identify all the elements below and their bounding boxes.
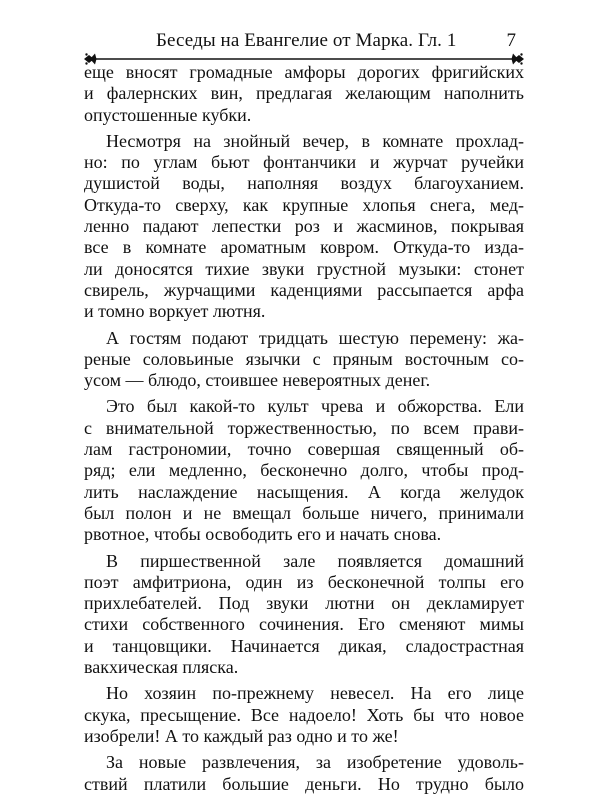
text-line: ленно падают лепестки роз и жасминов, покрывая (84, 216, 524, 237)
body-text (84, 62, 524, 795)
text-line: поэт амфитриона, один из бесконечной толпы его (84, 571, 524, 592)
text-line: Но хозяин по-прежнему невесел. На его лице (106, 683, 524, 704)
paragraph-5 (84, 551, 524, 679)
text-line: вакхическая пляска. (84, 657, 239, 678)
text-line: лам гастрономии, точно совершая священный об- (84, 439, 524, 460)
text-line: все в комнате ароматным ковром. Откуда-то изда- (84, 237, 524, 258)
text-line: еще вносят громадные амфоры дорогих фригийских (84, 62, 524, 82)
paragraph-3 (84, 328, 524, 392)
text-line: и томно воркует лютня. (84, 301, 266, 322)
text-line: рвотное, чтобы освободить его и начать снова. (84, 524, 442, 545)
text-line: лить наслаждение насыщения. А когда желудок (84, 481, 524, 502)
text-line: ствий платили большие деньги. Но трудно было (84, 773, 524, 794)
text-line: был полон и не вмещал больше ничего, принимали (84, 502, 524, 523)
paragraph-6 (84, 683, 524, 747)
text-line: изобрели! А то каждый раз одно и то же! (84, 725, 399, 746)
text-line: стихи собственного сочинения. Его сменяют мимы (84, 614, 524, 635)
text-line: опустошенные кубки. (84, 104, 252, 125)
text-line: реные соловьиные язычки с пряным восточным со- (84, 348, 524, 369)
text-line: душистой воды, наполняя воздух благоуханием. (84, 173, 524, 194)
text-line: ли доносятся тихие звуки грустной музыки: стонет (84, 258, 524, 279)
page-number: 7 (506, 30, 516, 51)
text-line: За новые развлечения, за изобретение удоволь- (106, 752, 524, 773)
text-line: Откуда-то сверху, как крупные хлопья снега, мед- (84, 194, 524, 215)
text-line: усом — блюдо, стоившее невероятных денег. (84, 370, 431, 391)
running-head-title: Беседы на Евангелие от Марка. Гл. 1 (156, 30, 457, 51)
paragraph-2 (84, 131, 524, 323)
text-line: скука, пресыщение. Все надоело! Хоть бы что новое (84, 704, 524, 725)
paragraph-7 (84, 752, 524, 795)
text-line: и фалернских вин, предлагая желающим наполнить (84, 83, 524, 104)
text-line: Несмотря на знойный вечер, в комнате прохлад- (106, 130, 524, 151)
text-line: с внимательной торжественностью, по всем прави- (84, 417, 524, 438)
text-line: В пиршественной зале появляется домашний (106, 550, 524, 571)
paragraph-1 (84, 62, 524, 126)
text-line: свирель, журчащими каденциями рассыпается арфа (84, 279, 524, 300)
paragraph-4 (84, 396, 524, 545)
text-line: ряд; ели медленно, бесконечно долго, чтобы прод- (84, 460, 524, 481)
text-line: и танцовщики. Начинается дикая, сладострастная (84, 635, 524, 656)
text-line: Это был какой-то культ чрева и обжорства. Ели (106, 396, 524, 417)
text-line: А гостям подают тридцать шестую перемену: жа- (106, 327, 524, 348)
text-line: но: по углам бьют фонтанчики и журчат ручейки (84, 152, 524, 173)
text-line: прихлебателей. Под звуки лютни он декламирует (84, 593, 524, 614)
